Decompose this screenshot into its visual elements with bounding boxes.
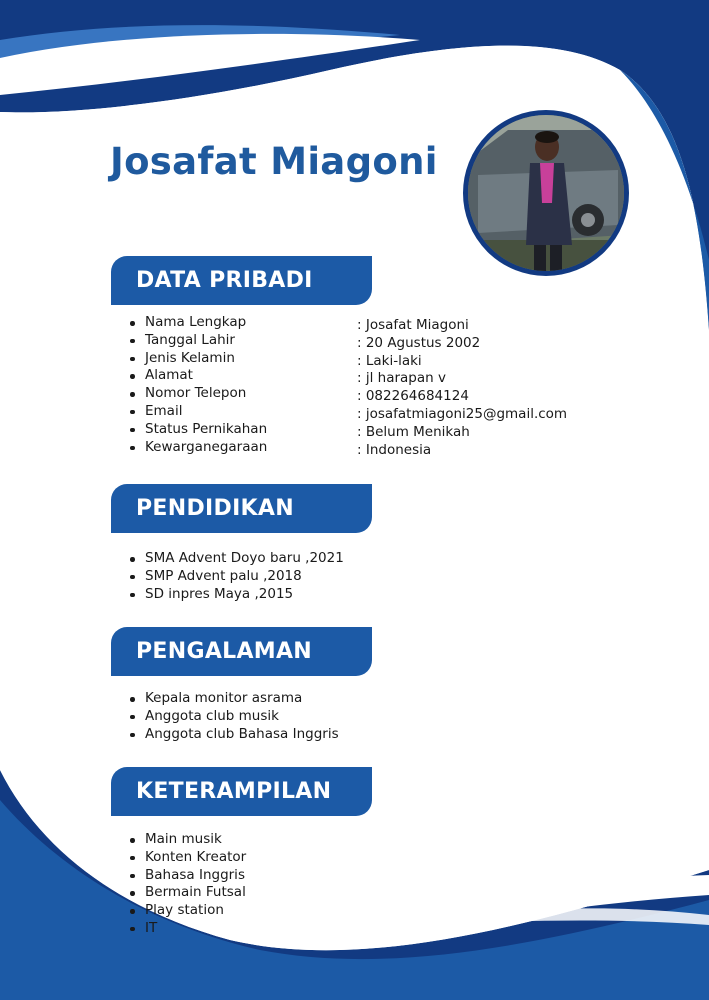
skill-item: Bermain Futsal	[128, 884, 246, 902]
personal-value: : 20 Agustus 2002	[357, 335, 567, 353]
skills-list	[128, 831, 246, 938]
personal-value: : Indonesia	[357, 442, 567, 460]
skill-item: Play station	[128, 902, 246, 920]
section-title-pendidikan: PENDIDIKAN	[111, 484, 372, 533]
skill-item: Bahasa Inggris	[128, 867, 246, 885]
personal-value: : Belum Menikah	[357, 424, 567, 442]
personal-value-list	[357, 317, 567, 459]
profile-photo	[463, 110, 629, 276]
personal-value: : Laki-laki	[357, 353, 567, 371]
section-title-pengalaman: PENGALAMAN	[111, 627, 372, 676]
section-title-keterampilan: KETERAMPILAN	[111, 767, 372, 816]
personal-value: : Josafat Miagoni	[357, 317, 567, 335]
skill-item: Konten Kreator	[128, 849, 246, 867]
experience-item: Anggota club musik	[128, 708, 339, 726]
personal-label: Jenis Kelamin	[128, 350, 267, 368]
personal-value: : jl harapan v	[357, 370, 567, 388]
personal-label: Nomor Telepon	[128, 385, 267, 403]
personal-label: Kewarganegaraan	[128, 439, 267, 457]
personal-value: : 082264684124	[357, 388, 567, 406]
personal-label: Status Pernikahan	[128, 421, 267, 439]
person-name: Josafat Miagoni	[110, 140, 438, 183]
experience-list	[128, 690, 339, 743]
personal-label-list	[128, 314, 267, 456]
education-list	[128, 550, 344, 603]
personal-label: Alamat	[128, 367, 267, 385]
education-item: SD inpres Maya ,2015	[128, 586, 344, 604]
section-title-data-pribadi: DATA PRIBADI	[111, 256, 372, 305]
skill-item: Main musik	[128, 831, 246, 849]
personal-label: Email	[128, 403, 267, 421]
education-item: SMA Advent Doyo baru ,2021	[128, 550, 344, 568]
personal-value: : josafatmiagoni25@gmail.com	[357, 406, 567, 424]
experience-item: Kepala monitor asrama	[128, 690, 339, 708]
experience-item: Anggota club Bahasa Inggris	[128, 726, 339, 744]
personal-label: Tanggal Lahir	[128, 332, 267, 350]
personal-label: Nama Lengkap	[128, 314, 267, 332]
profile-photo-image	[468, 115, 624, 271]
education-item: SMP Advent palu ,2018	[128, 568, 344, 586]
skill-item: IT	[128, 920, 246, 938]
